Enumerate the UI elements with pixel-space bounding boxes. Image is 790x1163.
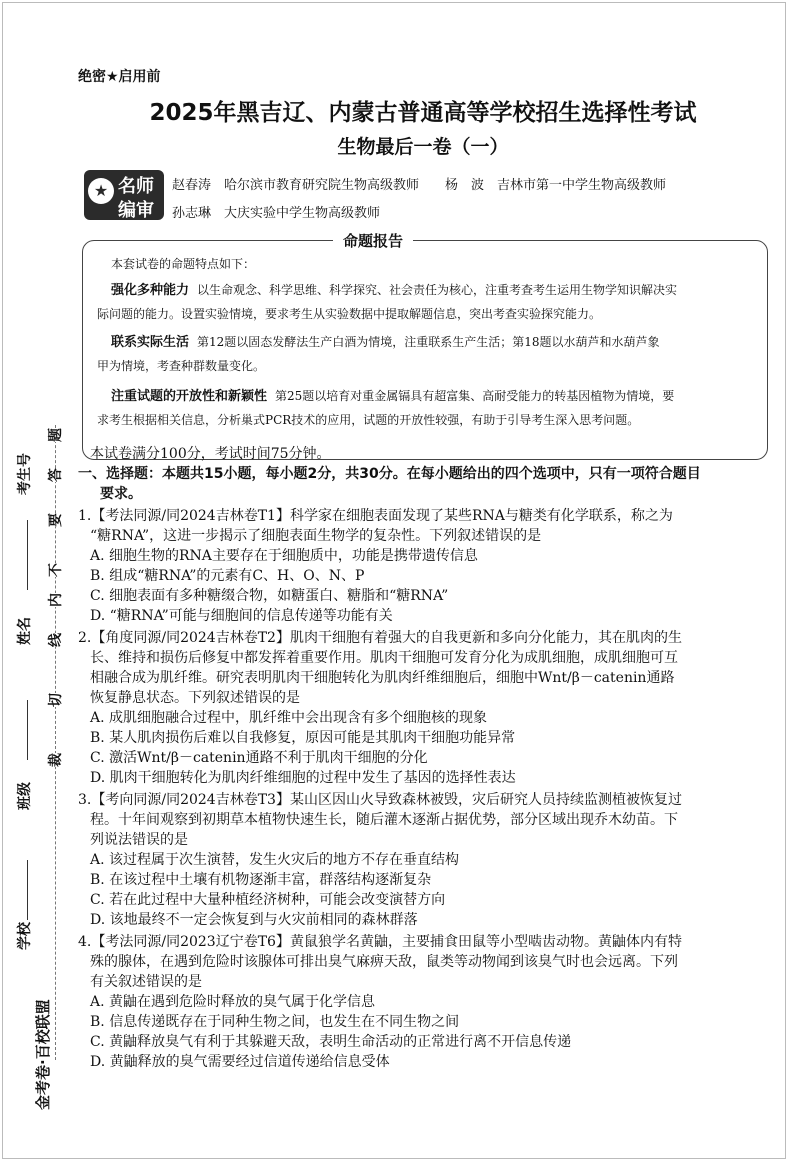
- question-2-option: B. 某人肌肉损伤后难以自我修复，原因可能是其肌肉干细胞功能异常: [90, 730, 516, 746]
- secret-label: 绝密★启用前: [78, 69, 161, 85]
- question-2-option: D. 肌肉干细胞转化为肌肉纤维细胞的过程中发生了基因的选择性表达: [90, 770, 516, 786]
- school-field-line[interactable]: [27, 860, 28, 920]
- report-item-line: 强化多种能力 以生命观念、科学思维、科学探究、社会责任为核心，注重考查考生运用生物学知识解决实: [111, 283, 678, 298]
- question-2-stem: 长、维持和损伤后修复中都发挥着重要作用。肌肉干细胞可发育分化为成肌细胞，成肌细胞可互: [90, 650, 678, 666]
- question-1-option: D. “糖RNA”可能与细胞间的信息传递等功能有关: [90, 608, 393, 624]
- question-2-stem: 相融合成为肌纤维。研究表明肌肉干细胞转化为肌肉纤维细胞后，细胞中Wnt/β－catenin通路: [90, 670, 675, 686]
- question-3-stem: 3.【考向同源/同2024吉林卷T3】某山区因山火导致森林被毁，灾后研究人员持续监测植被恢复过: [78, 792, 682, 808]
- report-box: [82, 232, 768, 460]
- report-title: 命题报告: [333, 230, 413, 251]
- section-heading: 要求。: [100, 486, 142, 502]
- star-icon: ★: [88, 178, 114, 204]
- question-3-stem: 程。十年间观察到初期草本植物快速生长，随后灌木逐渐占据优势，部分区域出现乔木幼苗。下: [90, 812, 678, 828]
- page-subtitle: 生物最后一卷（一）: [337, 136, 509, 158]
- name-label: 姓名: [17, 617, 33, 645]
- badge-line1: 名师: [118, 176, 154, 197]
- cut-word: 题: [45, 428, 65, 442]
- binding-margin: [0, 0, 70, 1163]
- cut-word: 切: [45, 693, 65, 707]
- editor-row: 赵春涛 哈尔滨市教育研究院生物高级教师 杨 波 吉林市第一中学生物高级教师: [172, 178, 667, 193]
- question-3-stem: 列说法错误的是: [90, 832, 188, 848]
- cut-word: 裁: [45, 753, 65, 767]
- report-item-line: 际问题的能力。设置实验情境，要求考生从实验数据中提取解题信息，突出考查实验探究能力。: [97, 307, 602, 321]
- class-field-line[interactable]: [27, 700, 28, 760]
- question-2-option: A. 成肌细胞融合过程中，肌纤维中会出现含有多个细胞核的现象: [90, 710, 488, 726]
- question-3-option: C. 若在此过程中大量种植经济树种，可能会改变演替方向: [90, 892, 446, 908]
- question-2-stem: 2.【角度同源/同2024吉林卷T2】肌肉干细胞有着强大的自我更新和多向分化能力，其在肌肉的生: [78, 630, 682, 646]
- report-item-line: 甲为情境，考查种群数量变化。: [97, 359, 266, 373]
- report-item-line: 求考生根据相关信息，分析巢式PCR技术的应用，试题的开放性较强，有助于引导考生深入思考问题。: [97, 413, 640, 427]
- question-4-option: A. 黄鼬在遇到危险时释放的臭气属于化学信息: [90, 994, 376, 1010]
- report-item-head: 强化多种能力: [111, 283, 190, 298]
- cut-word: 内: [45, 593, 65, 607]
- exam-info: 本试卷满分100分，考试时间75分钟。: [90, 446, 331, 462]
- question-2-stem: 恢复静息状态。下列叙述错误的是: [90, 690, 300, 706]
- report-item-head: 注重试题的开放性和新颖性: [111, 389, 268, 404]
- school-label: 学校: [17, 922, 33, 950]
- question-4-option: B. 信息传递既存在于同种生物之间，也发生在不同生物之间: [90, 1014, 460, 1030]
- question-4-stem: 殊的腺体，在遇到危险时该腺体可排出臭气麻痹天敌，鼠类等动物闻到该臭气时也会远离。下列: [90, 954, 678, 970]
- editor-badge: [84, 170, 164, 220]
- question-3-option: A. 该过程属于次生演替，发生火灾后的地方不存在垂直结构: [90, 852, 460, 868]
- question-4-stem: 4.【考法同源/同2023辽宁卷T6】黄鼠狼学名黄鼬，主要捕食田鼠等小型啮齿动物。黄鼬体内有特: [78, 934, 682, 950]
- cut-word: 要: [45, 513, 65, 527]
- question-3-option: B. 在该过程中土壤有机物逐渐丰富，群落结构逐渐复杂: [90, 872, 432, 888]
- report-intro: 本套试卷的命题特点如下：: [111, 257, 256, 271]
- question-4-option: D. 黄鼬释放的臭气需要经过信道传递给信息受体: [90, 1054, 390, 1070]
- report-item-line: 联系实际生活 第12题以固态发酵法生产白酒为情境，注重联系生产生活；第18题以水葫芦和水葫芦象: [111, 335, 660, 350]
- report-item-line: 注重试题的开放性和新颖性 第25题以培育对重金属镉具有超富集、高耐受能力的转基因植物为情境，要: [111, 389, 675, 404]
- exam-no-label: 考生号: [17, 453, 33, 495]
- question-1-option: A. 细胞生物的RNA主要存在于细胞质中，功能是携带遗传信息: [90, 548, 478, 564]
- question-1-option: C. 细胞表面有多种糖缀合物，如糖蛋白、糖脂和“糖RNA”: [90, 588, 449, 604]
- cut-word: 不: [45, 563, 65, 577]
- cut-word: 答: [45, 468, 65, 482]
- question-3-option: D. 该地最终不一定会恢复到与火灾前相同的森林群落: [90, 912, 418, 928]
- question-1-stem: 1.【考法同源/同2024吉林卷T1】科学家在细胞表面发现了某些RNA与糖类有化学联系，称之为: [78, 508, 673, 524]
- name-field-line[interactable]: [27, 520, 28, 590]
- question-1-stem: “糖RNA”，这进一步揭示了细胞表面生物学的复杂性。下列叙述错误的是: [90, 528, 542, 544]
- union-label: 金考卷·百校联盟: [34, 999, 52, 1110]
- question-2-option: C. 激活Wnt/β－catenin通路不利于肌肉干细胞的分化: [90, 750, 428, 766]
- report-item-head: 联系实际生活: [111, 335, 190, 350]
- page-title: 2025年黑吉辽、内蒙古普通高等学校招生选择性考试: [149, 100, 697, 126]
- badge-line2: 编审: [118, 200, 154, 221]
- question-1-option: B. 组成“糖RNA”的元素有C、H、O、N、P: [90, 568, 365, 584]
- editor-row: 孙志琳 大庆实验中学生物高级教师: [172, 206, 381, 221]
- question-4-option: C. 黄鼬释放臭气有利于其躲避天敌，表明生命活动的正常进行离不开信息传递: [90, 1034, 572, 1050]
- section-heading: 一、选择题：本题共15小题，每小题2分，共30分。在每小题给出的四个选项中，只有一项符合题目: [78, 466, 701, 482]
- question-4-stem: 有关叙述错误的是: [90, 974, 202, 990]
- class-label: 班级: [17, 782, 33, 810]
- cut-word: 线: [45, 633, 65, 647]
